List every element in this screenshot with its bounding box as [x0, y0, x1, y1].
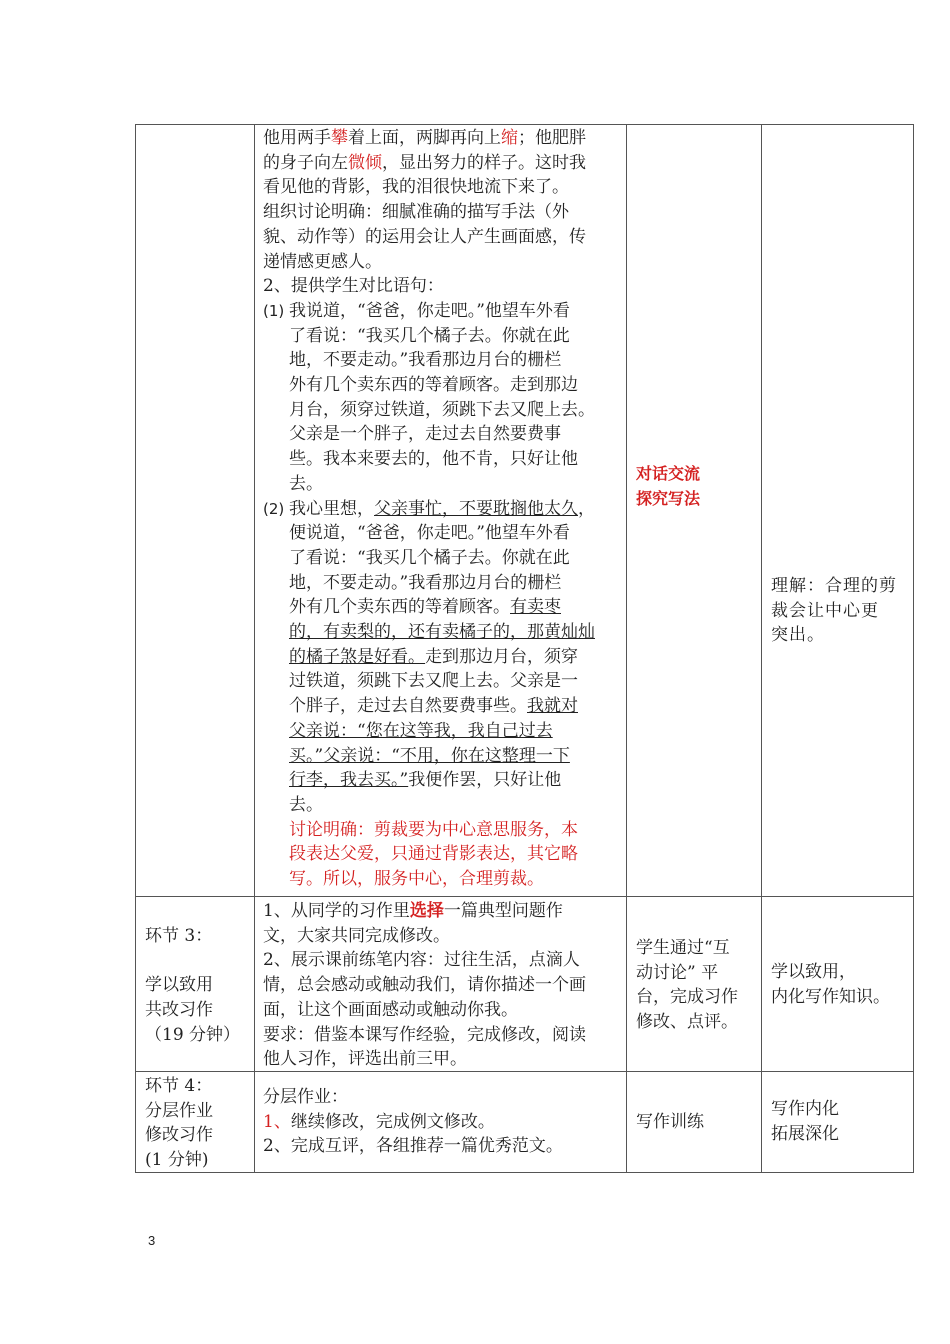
row3-content-cell — [263, 1085, 621, 1159]
row1-intent-cell — [771, 574, 911, 648]
text-run: 选择 — [409, 901, 444, 921]
text-run: 的身子向左 — [263, 152, 348, 173]
text-run: 缩 — [501, 128, 518, 148]
text-line: 拓展深化 — [771, 1123, 839, 1144]
text-run: 的橘子煞是好看。 — [289, 646, 425, 667]
column-divider — [626, 124, 627, 1173]
row3-activity-cell — [636, 1110, 758, 1135]
text-run: 买。”父亲说：“不用，你在这整理一下 — [289, 745, 570, 766]
text-line — [263, 645, 621, 670]
text-run: 2、展示课前练笔内容：过往生活，点滴人 — [263, 950, 580, 971]
text-run: 面，让这个画面感动或触动你我。 — [263, 999, 518, 1020]
text-line: 理解：合理的剪 — [771, 576, 897, 596]
row2-stage-cell — [145, 924, 251, 1048]
text-line: 修改习作 — [145, 1125, 213, 1146]
text-line: 去。 — [289, 473, 323, 494]
text-line — [263, 1134, 621, 1159]
text-run: ，显出努力的样子。这时我 — [382, 152, 586, 173]
text-run: 他人习作，评选出前三甲。 — [263, 1049, 467, 1070]
text-line — [263, 571, 621, 596]
text-line — [263, 719, 621, 744]
numbered-item-2 — [263, 497, 621, 522]
text-line — [263, 1023, 621, 1048]
text-line: 探究写法 — [636, 488, 701, 508]
text-line: 讨论明确：剪裁要为中心意思服务，本 — [289, 819, 578, 840]
text-run: 他用两手 — [263, 128, 331, 148]
text-line — [263, 250, 621, 275]
item-line — [289, 499, 595, 519]
item-1-lines — [263, 324, 621, 497]
text-run: 便说道，“爸爸，你走吧。”他望车外看 — [289, 523, 570, 544]
text-line — [263, 793, 621, 818]
text-run: 的，有卖梨的，还有卖橘子的，那黄灿灿 — [289, 622, 595, 643]
text-run: 有卖枣 — [510, 597, 561, 618]
row3-stage-cell — [145, 1074, 251, 1173]
text-run: ， — [578, 498, 595, 519]
text-run: 2、完成互评，各组推荐一篇优秀范文。 — [263, 1136, 563, 1157]
row3-intent-cell — [771, 1097, 911, 1146]
text-line: 了看说：“我买几个橘子去。你就在此 — [289, 325, 570, 346]
text-run: 行李，我去买。” — [289, 770, 409, 791]
text-line — [263, 768, 621, 793]
text-run: 父亲事忙，不要耽搁他太久 — [374, 498, 578, 519]
text-run: 文，大家共同完成修改。 — [263, 925, 450, 946]
row-divider — [135, 896, 914, 897]
text-line: 学以致用， — [771, 962, 856, 982]
text-run: 微倾 — [348, 152, 382, 173]
text-run: 过铁道，须跳下去又爬上去。父亲是一 — [289, 671, 578, 692]
text-run: 了看说：“我买几个橘子去。你就在此 — [289, 547, 570, 568]
text-run: 1、从同学的习作里 — [263, 901, 410, 921]
text-line: 修改、点评。 — [636, 1012, 738, 1033]
text-line — [263, 669, 621, 694]
text-line — [263, 1047, 621, 1072]
text-line: 写。所以，服务中心，合理剪裁。 — [289, 869, 544, 890]
text-line — [263, 899, 621, 924]
row1-content-cell — [263, 126, 621, 892]
text-line — [263, 274, 621, 299]
text-run: 2、提供学生对比语句： — [263, 276, 444, 297]
item-number: (1) — [263, 301, 285, 320]
text-line — [263, 200, 621, 225]
item-number: (2) — [263, 499, 285, 518]
text-run: 1、 — [263, 1111, 291, 1132]
text-run: 貌、动作等）的运用会让人产生画面感，传 — [263, 226, 586, 247]
text-line: 写作训练 — [636, 1112, 704, 1132]
text-line: 些。我本来要去的，他不肯，只好让他 — [289, 449, 578, 470]
text-line: （19 分钟） — [145, 1024, 241, 1045]
text-line: 分层作业 — [145, 1100, 213, 1121]
text-line: 父亲是一个胖子，走过去自然要费事 — [289, 424, 561, 445]
text-line — [145, 949, 251, 974]
text-line — [263, 595, 621, 620]
text-run: 攀 — [331, 128, 348, 148]
text-line — [263, 1110, 621, 1135]
text-line: 对话交流 — [636, 464, 701, 483]
text-run: 一篇典型问题作 — [443, 901, 563, 921]
text-run: 看见他的背影，我的泪很快地流下来了。 — [263, 177, 569, 198]
discussion-conclusion — [263, 818, 621, 892]
text-line — [263, 225, 621, 250]
paragraph-intro — [263, 126, 621, 299]
text-line — [263, 998, 621, 1023]
text-run: 组织讨论明确：细腻准确的描写手法（外 — [263, 202, 569, 223]
text-run: 递情感更感人。 — [263, 251, 382, 272]
text-run: 要求：借鉴本课写作经验，完成修改，阅读 — [263, 1024, 586, 1045]
text-line: 学以致用 — [145, 975, 213, 996]
text-line — [263, 924, 621, 949]
text-line — [263, 973, 621, 998]
numbered-item-1 — [263, 299, 621, 324]
text-run: 外有几个卖东西的等着顾客。 — [289, 597, 510, 618]
text-line: 内化写作知识。 — [771, 986, 890, 1007]
text-line: 段表达父爱，只通过背影表达，其它略 — [289, 844, 578, 865]
text-line: 外有几个卖东西的等着顾客。走到那边 — [289, 375, 578, 396]
text-line: 地，不要走动。”我看那边月台的栅栏 — [289, 350, 562, 371]
row2-intent-cell — [771, 960, 911, 1009]
text-line: 环节 4： — [145, 1076, 213, 1096]
text-run: 地，不要走动。”我看那边月台的栅栏 — [289, 572, 562, 593]
text-line — [263, 948, 621, 973]
row2-activity-cell — [636, 936, 758, 1035]
text-line — [263, 126, 621, 151]
text-line: (1 分钟) — [145, 1150, 209, 1171]
text-run: 父亲说：“您在这等我，我自己过去 — [289, 720, 553, 741]
text-run: 我便作罢，只好让他 — [408, 770, 562, 791]
text-line — [263, 1085, 621, 1110]
text-run: 我心里想， — [289, 498, 374, 519]
column-divider — [761, 124, 762, 1173]
text-run: 走到那边月台，须穿 — [425, 646, 578, 667]
column-divider — [254, 124, 255, 1173]
text-line: 突出。 — [771, 625, 825, 646]
text-line — [263, 694, 621, 719]
page-number: 3 — [148, 1233, 156, 1248]
text-line: 台，完成习作 — [636, 987, 738, 1008]
text-run: 去。 — [289, 794, 323, 815]
text-run: ；他肥胖 — [518, 128, 586, 148]
text-line: 月台，须穿过铁道，须跳下去又爬上去。 — [289, 399, 595, 420]
text-run: 个胖子，走过去自然要费事些。 — [289, 696, 527, 717]
text-line: 共改习作 — [145, 1000, 213, 1021]
text-run: 情，总会感动或触动我们，请你描述一个画 — [263, 975, 586, 996]
text-line — [263, 151, 621, 176]
row2-content-cell — [263, 899, 621, 1072]
text-line: 裁会让中心更 — [771, 600, 879, 621]
item-2-lines — [263, 521, 621, 817]
text-line: 环节 3： — [145, 926, 213, 946]
text-line — [263, 175, 621, 200]
item-line: 我说道，“爸爸，你走吧。”他望车外看 — [289, 300, 570, 321]
text-run: 我就对 — [527, 696, 578, 717]
text-run: 继续修改，完成例文修改。 — [290, 1111, 495, 1132]
text-run: 分层作业： — [263, 1087, 348, 1107]
text-line: 动讨论” 平 — [636, 962, 719, 983]
row1-activity-cell — [636, 462, 758, 511]
text-run: 着上面，两脚再向上 — [348, 128, 501, 148]
text-line: 学生通过“互 — [636, 938, 730, 958]
text-line — [263, 744, 621, 769]
text-line: 写作内化 — [771, 1099, 839, 1119]
text-line — [263, 546, 621, 571]
text-line — [263, 521, 621, 546]
text-line — [263, 620, 621, 645]
